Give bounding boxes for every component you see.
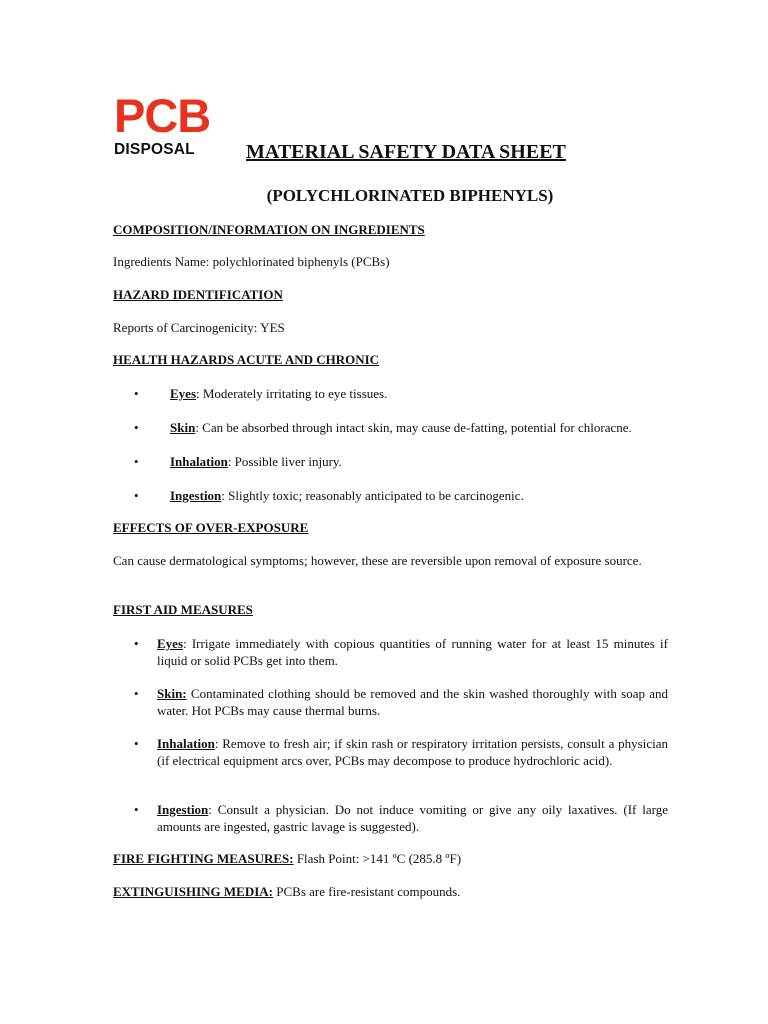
first-aid-item-text: Contaminated clothing should be removed and the skin washed thoroughly with soap and water. Hot PCBs may cause thermal burns. xyxy=(157,686,668,718)
effects-text: Can cause dermatological symptoms; however, these are reversible upon removal of exposure source. xyxy=(113,553,642,568)
hazard-text: Reports of Carcinogenicity: YES xyxy=(113,320,285,335)
page-title: MATERIAL SAFETY DATA SHEET xyxy=(246,141,566,163)
composition-text: Ingredients Name: polychlorinated biphenyls (PCBs) xyxy=(113,254,390,269)
health-item-text: : Slightly toxic; reasonably anticipated to be carcinogenic. xyxy=(221,488,524,503)
health-item-text: : Moderately irritating to eye tissues. xyxy=(196,386,388,401)
logo-pcb-text: PCB xyxy=(114,89,211,142)
term-inhalation: Inhalation xyxy=(170,454,228,469)
health-heading: HEALTH HAZARDS ACUTE AND CHRONIC xyxy=(113,352,380,367)
bullet-dot: • xyxy=(134,736,139,751)
hazard-heading: HAZARD IDENTIFICATION xyxy=(113,287,283,302)
bullet-dot: • xyxy=(134,802,139,817)
extinguishing-label: EXTINGUISHING MEDIA: xyxy=(113,884,273,899)
fire-fighting-text: Flash Point: >141 ºC (285.8 ºF) xyxy=(293,851,462,866)
first-aid-heading: FIRST AID MEASURES xyxy=(113,602,253,617)
extinguishing-line xyxy=(113,884,668,901)
health-item-text: : Possible liver injury. xyxy=(227,454,342,469)
term-skin: Skin xyxy=(170,420,196,435)
logo-disposal-text: DISPOSAL xyxy=(114,141,195,158)
bullet-dot: • xyxy=(134,420,139,435)
extinguishing-text: PCBs are fire-resistant compounds. xyxy=(273,884,461,899)
term-eyes: Eyes xyxy=(157,636,183,651)
bullet-dot: • xyxy=(134,454,139,469)
term-ingestion: Ingestion xyxy=(157,802,209,817)
page-subtitle: (POLYCHLORINATED BIPHENYLS) xyxy=(266,186,554,205)
pcb-disposal-logo xyxy=(114,89,218,158)
first-aid-item-text: : Remove to fresh air; if skin rash or respiratory irritation persists, consult a physician (if electrical equipment arcs over, PCBs may decompose to produce hydrochloric acid). xyxy=(157,736,668,768)
term-ingestion: Ingestion xyxy=(170,488,222,503)
bullet-dot: • xyxy=(134,686,139,701)
composition-heading: COMPOSITION/INFORMATION ON INGREDIENTS xyxy=(113,222,425,237)
fire-fighting-label: FIRE FIGHTING MEASURES: xyxy=(113,851,294,866)
bullet-dot: • xyxy=(134,386,139,401)
first-aid-item-text: : Irrigate immediately with copious quantities of running water for at least 15 minutes if liquid or solid PCBs get into them. xyxy=(157,636,668,668)
fire-fighting-line xyxy=(113,851,668,868)
bullet-dot: • xyxy=(134,488,139,503)
first-aid-item-text: : Consult a physician. Do not induce vomiting or give any oily laxatives. (If large amounts are ingested, gastric lavage is suggested). xyxy=(157,802,668,834)
effects-heading: EFFECTS OF OVER-EXPOSURE xyxy=(113,520,309,535)
term-eyes: Eyes xyxy=(170,386,196,401)
term-inhalation: Inhalation xyxy=(157,736,215,751)
term-skin: Skin: xyxy=(157,686,187,701)
bullet-dot: • xyxy=(134,636,139,651)
health-item-text: : Can be absorbed through intact skin, may cause de-fatting, potential for chloracne. xyxy=(195,420,632,435)
